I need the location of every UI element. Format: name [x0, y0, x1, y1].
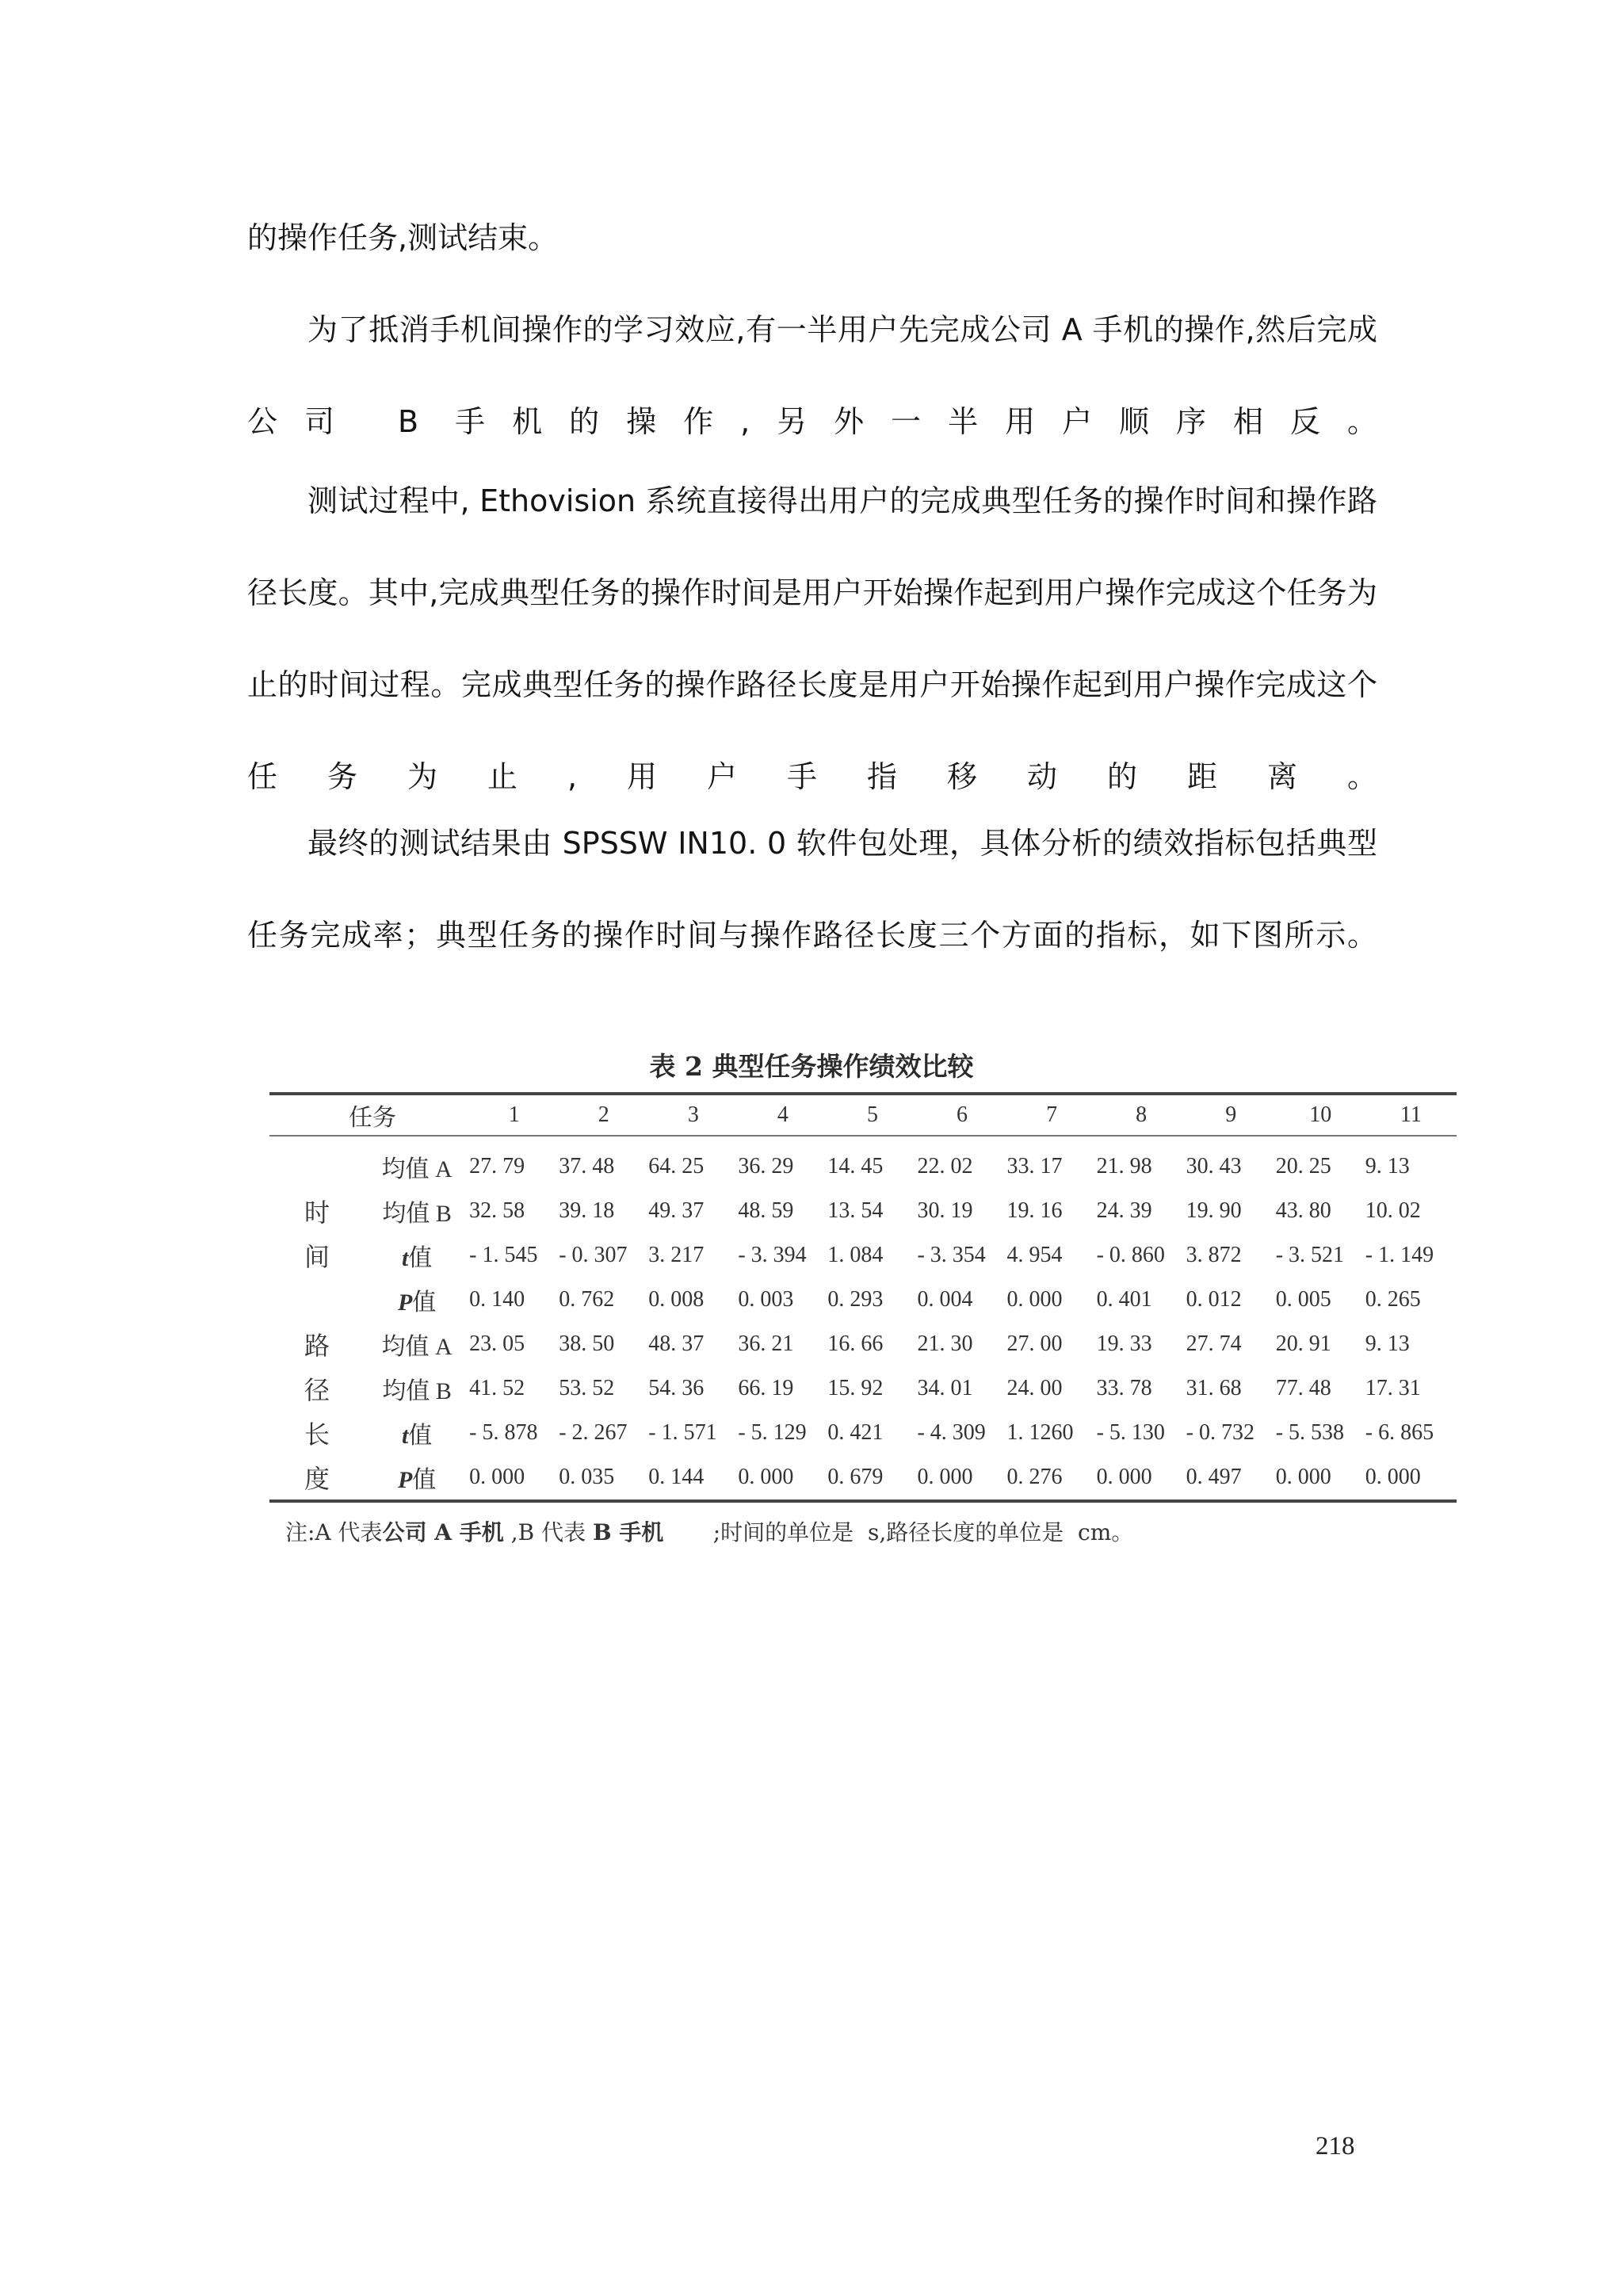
value-cell: - 5. 538: [1275, 1420, 1345, 1445]
value-cell: 0. 000: [1006, 1287, 1063, 1312]
table-header-row: [269, 1094, 1457, 1136]
table-row: [269, 1366, 1457, 1411]
value-cell: 3. 872: [1186, 1243, 1242, 1267]
value-cell: 36. 29: [738, 1154, 794, 1179]
value-cell: 0. 004: [917, 1287, 973, 1312]
value-cell: - 0. 860: [1096, 1243, 1165, 1267]
value-cell: 49. 37: [648, 1198, 705, 1223]
value-cell: - 0. 307: [559, 1243, 628, 1267]
category-cell: 路: [304, 1331, 330, 1361]
paragraph-learning-effect: 为了抵消手机间操作的学习效应,有一半用户先完成公司 A 手机的操作,然后完成公司 B 手机的操作,另外一半用户顺序相反。: [247, 312, 1377, 439]
page-number: 218: [1316, 2132, 1355, 2160]
value-cell: 53. 52: [559, 1376, 615, 1400]
category-cell: 度: [304, 1464, 330, 1494]
metric-symbol: t: [401, 1245, 409, 1271]
note-middle: ,B 代表: [503, 1519, 593, 1545]
value-cell: - 1. 571: [648, 1420, 717, 1445]
value-cell: 54. 36: [648, 1376, 705, 1400]
value-cell: 10. 02: [1365, 1198, 1421, 1223]
metric-label: [365, 1233, 469, 1278]
value-cell: 0. 000: [1365, 1465, 1421, 1489]
table-row: [269, 1411, 1457, 1455]
value-cell: 4. 954: [1006, 1243, 1063, 1267]
value-cell: 19. 16: [1006, 1198, 1063, 1223]
metric-symbol: P: [397, 1289, 413, 1316]
value-cell: 22. 02: [917, 1154, 973, 1179]
value-cell: 64. 25: [648, 1154, 705, 1179]
category-cell: 长: [304, 1419, 330, 1450]
value-cell: 19. 90: [1186, 1198, 1242, 1223]
task-number-header: 5: [866, 1102, 878, 1127]
value-cell: - 3. 354: [917, 1243, 986, 1267]
metric-label: 均值 A: [381, 1334, 453, 1360]
table-note: [285, 1515, 1133, 1547]
value-cell: 0. 401: [1096, 1287, 1152, 1312]
paragraph-continuation: 的操作任务,测试结束。: [247, 220, 559, 255]
value-cell: 39. 18: [559, 1198, 615, 1223]
category-cell: 间: [304, 1242, 330, 1272]
value-cell: 0. 762: [559, 1287, 615, 1312]
value-cell: 0. 276: [1006, 1465, 1063, 1489]
metric-label: [365, 1278, 469, 1322]
value-cell: 0. 144: [648, 1465, 705, 1489]
note-suffix: ;时间的单位是 s,路径长度的单位是 cm。: [663, 1519, 1134, 1545]
value-cell: 13. 54: [827, 1198, 884, 1223]
value-cell: 1. 084: [827, 1243, 884, 1267]
metric-suffix: 值: [408, 1245, 433, 1271]
value-cell: 24. 00: [1006, 1376, 1063, 1400]
value-cell: 0. 000: [917, 1465, 973, 1489]
value-cell: 20. 91: [1275, 1331, 1331, 1356]
value-cell: 0. 000: [738, 1465, 794, 1489]
value-cell: - 5. 878: [469, 1420, 538, 1445]
value-cell: 30. 43: [1186, 1154, 1242, 1179]
value-cell: 27. 74: [1186, 1331, 1242, 1356]
value-cell: 27. 00: [1006, 1331, 1063, 1356]
value-cell: 9. 13: [1365, 1154, 1410, 1179]
value-cell: 17. 31: [1365, 1376, 1421, 1400]
value-cell: 31. 68: [1186, 1376, 1242, 1400]
value-cell: 16. 66: [827, 1331, 884, 1356]
value-cell: - 5. 130: [1096, 1420, 1165, 1445]
task-header-cell: 任务: [349, 1105, 396, 1131]
table-row: [269, 1322, 1457, 1366]
metric-symbol: t: [401, 1423, 409, 1449]
category-cell: 径: [304, 1375, 330, 1405]
task-number-header: 6: [957, 1102, 968, 1127]
value-cell: 19. 33: [1096, 1331, 1152, 1356]
paragraph-test-process: 测试过程中, Ethovision 系统直接得出用户的完成典型任务的操作时间和操作路径长度。其中,完成典型任务的操作时间是用户开始操作起到用户操作完成这个任务为止的时间过程。完成典型任务的操作路径长度是用户开始操作起到用户操作完成这个任务为止,用户手指移动的距离。: [247, 483, 1377, 794]
value-cell: - 4. 309: [917, 1420, 986, 1445]
value-cell: 41. 52: [469, 1376, 525, 1400]
table-row: [269, 1278, 1457, 1322]
task-number-header: 4: [777, 1102, 789, 1127]
task-number-header: 1: [508, 1102, 520, 1127]
metric-symbol: P: [397, 1467, 413, 1493]
metric-suffix: 值: [412, 1289, 437, 1316]
category-cell: [269, 1136, 365, 1189]
value-cell: 33. 78: [1096, 1376, 1152, 1400]
value-cell: 77. 48: [1275, 1376, 1331, 1400]
table-title: 表 2 典型任务操作绩效比较: [649, 1051, 974, 1082]
value-cell: 21. 98: [1096, 1154, 1152, 1179]
value-cell: 0. 005: [1275, 1287, 1331, 1312]
metric-label: 均值 B: [382, 1378, 452, 1404]
value-cell: - 0. 732: [1186, 1420, 1254, 1445]
value-cell: 0. 265: [1365, 1287, 1421, 1312]
table-row: [269, 1233, 1457, 1278]
value-cell: 0. 679: [827, 1465, 884, 1489]
task-number-header: 8: [1136, 1102, 1148, 1127]
value-cell: 0. 497: [1186, 1465, 1242, 1489]
note-company-a: 公司 A 手机: [382, 1519, 504, 1545]
value-cell: 0. 140: [469, 1287, 525, 1312]
value-cell: 9. 13: [1365, 1331, 1410, 1356]
value-cell: 14. 45: [827, 1154, 884, 1179]
note-prefix: 注:A 代表: [285, 1519, 383, 1545]
task-number-header: 9: [1225, 1102, 1237, 1127]
value-cell: 0. 000: [1275, 1465, 1331, 1489]
task-number-header: 7: [1046, 1102, 1058, 1127]
value-cell: 0. 421: [827, 1420, 884, 1445]
value-cell: - 6. 865: [1365, 1420, 1434, 1445]
category-cell: 时: [304, 1198, 330, 1228]
metric-label: 均值 B: [382, 1201, 452, 1227]
value-cell: 48. 59: [738, 1198, 794, 1223]
value-cell: - 3. 521: [1275, 1243, 1345, 1267]
value-cell: 48. 37: [648, 1331, 705, 1356]
value-cell: 24. 39: [1096, 1198, 1152, 1223]
value-cell: 33. 17: [1006, 1154, 1063, 1179]
table-row: [269, 1455, 1457, 1501]
task-number-header: 11: [1400, 1102, 1422, 1127]
value-cell: - 3. 394: [738, 1243, 807, 1267]
value-cell: 0. 293: [827, 1287, 884, 1312]
metric-label: 均值 A: [381, 1156, 453, 1182]
value-cell: 0. 008: [648, 1287, 705, 1312]
note-company-b: B 手机: [592, 1519, 664, 1545]
value-cell: 30. 19: [917, 1198, 973, 1223]
performance-comparison-table: [269, 1092, 1457, 1503]
metric-label: [365, 1411, 469, 1455]
value-cell: 3. 217: [648, 1243, 705, 1267]
value-cell: 37. 48: [559, 1154, 615, 1179]
metric-label: [365, 1455, 469, 1501]
category-cell: [269, 1278, 365, 1322]
task-number-header: 10: [1309, 1102, 1332, 1127]
value-cell: 23. 05: [469, 1331, 525, 1356]
value-cell: 1. 1260: [1006, 1420, 1074, 1445]
value-cell: 0. 035: [559, 1465, 615, 1489]
task-number-header: 2: [598, 1102, 609, 1127]
value-cell: 34. 01: [917, 1376, 973, 1400]
value-cell: - 5. 129: [738, 1420, 807, 1445]
value-cell: 36. 21: [738, 1331, 794, 1356]
value-cell: 66. 19: [738, 1376, 794, 1400]
paragraph-final-results: 最终的测试结果由 SPSSW IN10. 0 软件包处理，具体分析的绩效指标包括典型任务完成率；典型任务的操作时间与操作路径长度三个方面的指标，如下图所示。: [247, 826, 1377, 953]
metric-suffix: 值: [408, 1423, 433, 1449]
value-cell: - 2. 267: [559, 1420, 628, 1445]
value-cell: - 1. 149: [1365, 1243, 1434, 1267]
value-cell: 32. 58: [469, 1198, 525, 1223]
metric-suffix: 值: [412, 1467, 437, 1493]
value-cell: 15. 92: [827, 1376, 884, 1400]
value-cell: 0. 000: [1096, 1465, 1152, 1489]
task-number-header: 3: [687, 1102, 699, 1127]
value-cell: 38. 50: [559, 1331, 615, 1356]
value-cell: 0. 012: [1186, 1287, 1242, 1312]
table-row: [269, 1136, 1457, 1189]
value-cell: - 1. 545: [469, 1243, 538, 1267]
value-cell: 21. 30: [917, 1331, 973, 1356]
value-cell: 20. 25: [1275, 1154, 1331, 1179]
value-cell: 27. 79: [469, 1154, 525, 1179]
value-cell: 0. 003: [738, 1287, 794, 1312]
value-cell: 0. 000: [469, 1465, 525, 1489]
value-cell: 43. 80: [1275, 1198, 1331, 1223]
table-row: [269, 1189, 1457, 1233]
